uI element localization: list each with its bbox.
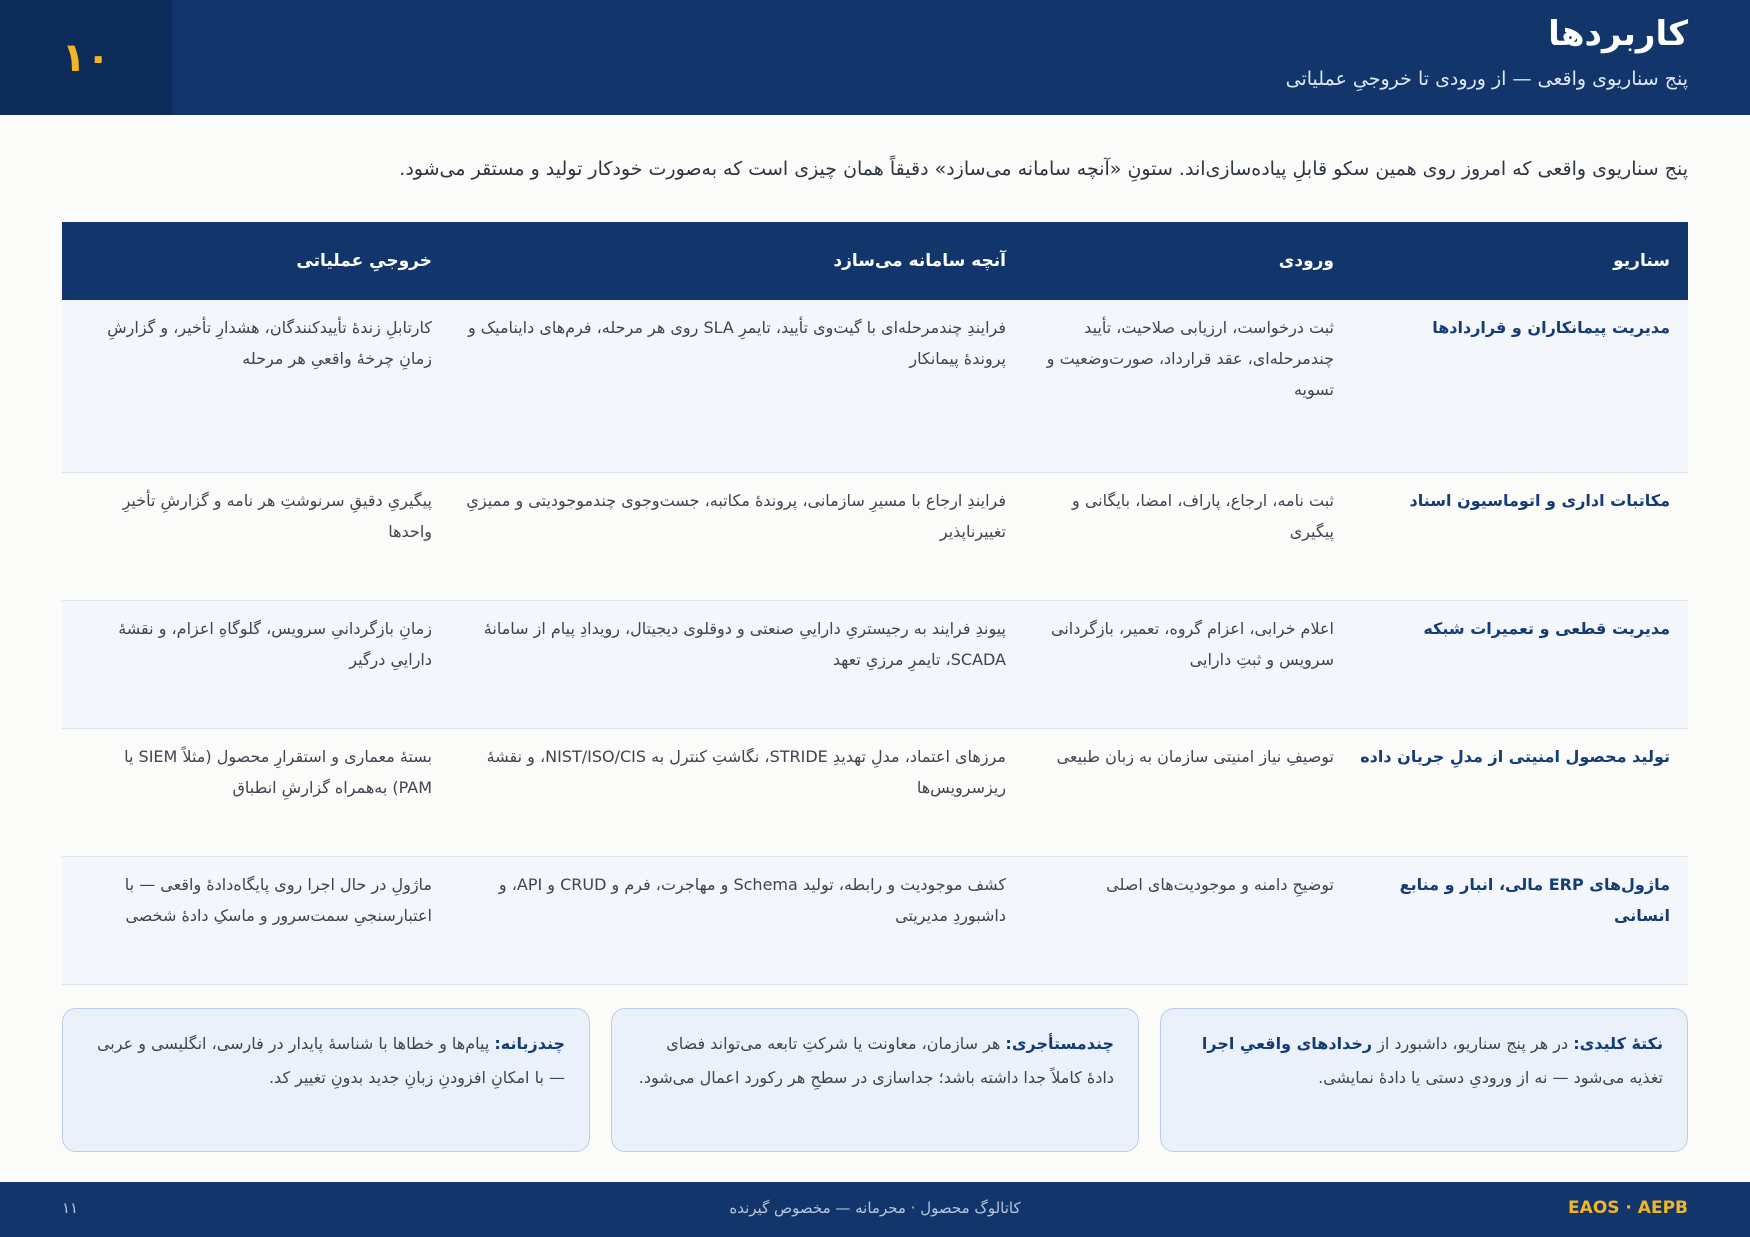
key-note-text-before: در هر پنج سناریو، داشبورد از [1372, 1034, 1574, 1053]
table-row [62, 729, 1688, 857]
table-row [62, 300, 1688, 473]
cell-input: ثبت درخواست، ارزیابی صلاحیت، تأیید چندمرحله‌ای، عقد قرارداد، صورت‌وضعیت و تسویه [1046, 318, 1334, 399]
table-body [62, 300, 1688, 985]
cell-input: ثبت نامه، ارجاع، پاراف، امضا، بایگانی و پیگیری [1072, 491, 1334, 541]
cell-scenario: تولید محصول امنیتی از مدلِ جریان داده [1360, 747, 1670, 766]
cell-builds: فرایندِ چندمرحله‌ای با گیت‌وی تأیید، تایمرِ SLA روی هر مرحله، فرم‌های داینامیک و پروندهٔ پیمانکار [467, 318, 1006, 368]
cell-output: زمانِ بازگردانیِ سرویس، گلوگاهِ اعزام، و نقشهٔ داراییِ درگیر [118, 619, 432, 669]
cell-scenario: مکاتبات اداری و اتوماسیون اسناد [1409, 491, 1670, 510]
cell-output: کارتابلِ زندهٔ تأییدکنندگان، هشدارِ تأخیر، و گزارشِ زمانِ چرخهٔ واقعیِ هر مرحله [107, 318, 432, 368]
multitenancy-card [611, 1008, 1139, 1152]
section-number: ۱۰ [61, 34, 111, 81]
cell-scenario: مدیریت قطعی و تعمیرات شبکه [1423, 619, 1670, 638]
cell-builds: کشف موجودیت و رابطه، تولید Schema و مهاجرت، فرم و CRUD و API، و داشبوردِ مدیریتی [498, 875, 1006, 925]
cell-builds: مرزهای اعتماد، مدلِ تهدیدِ STRIDE، نگاشتِ کنترل به NIST/ISO/CIS، و نقشهٔ ریزسرویس‌ها [486, 747, 1006, 797]
table-row [62, 857, 1688, 985]
cell-output: پیگیریِ دقیقِ سرنوشتِ هر نامه و گزارشِ تأخیرِ واحدها [122, 491, 432, 541]
key-note-emphasis: رخدادهای واقعیِ اجرا [1201, 1034, 1373, 1053]
cell-input: توضیحِ دامنه و موجودیت‌های اصلی [1106, 875, 1334, 894]
notes-cards [62, 1008, 1688, 1152]
multitenancy-text: هر سازمان، معاونت یا شرکتِ تابعه می‌تواند فضای دادهٔ کاملاً جدا داشته باشد؛ جداسازی در سطحِ هر رکورد اعمال می‌شود. [638, 1034, 1114, 1087]
section-number-box [0, 0, 172, 115]
header-scenario: سناریو [1613, 251, 1670, 271]
key-note-label: نکتهٔ کلیدی: [1573, 1034, 1663, 1053]
cell-builds: پیوندِ فرایند به رجیستریِ داراییِ صنعتی و دوقلوی دیجیتال، رویدادِ پیام از سامانهٔ SCADA، تایمرِ مرزیِ تعهد [483, 619, 1006, 669]
page-title: کاربردها [1548, 14, 1688, 54]
cell-builds: فرایندِ ارجاع با مسیرِ سازمانی، پروندهٔ مکاتبه، جست‌وجوی چندموجودیتی و ممیزیِ تغییرناپذیر [466, 491, 1006, 541]
intro-paragraph: پنج سناریوی واقعی که امروز روی همین سکو قابلِ پیاده‌سازی‌اند. ستونِ «آنچه سامانه می‌سازد» دقیقاً همان چیزی است که به‌صورت خودکار تولید و مستقر می‌شود. [399, 158, 1688, 180]
scenarios-table [62, 222, 1688, 985]
multilingual-label: چندزبانه: [494, 1034, 565, 1053]
multilingual-text: پیام‌ها و خطاها با شناسهٔ پایدار در فارسی، انگلیسی و عربی — با امکانِ افزودنِ زبانِ جدید بدونِ تغییر کد. [96, 1034, 565, 1087]
multitenancy-label: چندمستأجری: [1005, 1034, 1114, 1053]
header-output: خروجیِ عملیاتی [296, 251, 432, 271]
cell-output: بستهٔ معماری و استقرارِ محصول (مثلاً SIEM یا PAM) به‌همراه گزارشِ انطباق [124, 747, 432, 797]
page-subtitle: پنج سناریوی واقعی — از ورودی تا خروجیِ عملیاتی [1285, 68, 1688, 90]
footer-caption: کاتالوگ محصول · محرمانه — مخصوص گیرنده [729, 1199, 1021, 1217]
cell-input: توصیفِ نیاز امنیتی سازمان به زبان طبیعی [1056, 747, 1334, 766]
cell-input: اعلام خرابی، اعزام گروه، تعمیر، بازگردانی سرویس و ثبتِ دارایی [1051, 619, 1334, 669]
table-row [62, 601, 1688, 729]
key-note-text-after: تغذیه می‌شود — نه از ورودیِ دستی یا دادهٔ نمایشی. [1318, 1068, 1663, 1087]
header-input: ورودی [1278, 251, 1334, 271]
cell-scenario: ماژول‌های ERP مالی، انبار و منابع انسانی [1399, 875, 1670, 925]
table-header [62, 222, 1688, 300]
cell-scenario: مدیریت پیمانکاران و قراردادها [1432, 318, 1670, 337]
table-row [62, 473, 1688, 601]
multilingual-card [62, 1008, 590, 1152]
page-footer [0, 1182, 1750, 1237]
footer-brand: EAOS · AEPB [1568, 1198, 1688, 1218]
cell-output: ماژولِ در حال اجرا روی پایگاه‌دادهٔ واقعی — با اعتبارسنجیِ سمت‌سرور و ماسکِ دادهٔ شخصی [124, 875, 432, 925]
header-builds: آنچه سامانه می‌سازد [833, 251, 1006, 271]
page-header [0, 0, 1750, 115]
key-note-card [1160, 1008, 1688, 1152]
page-number: ۱۱ [62, 1199, 79, 1217]
